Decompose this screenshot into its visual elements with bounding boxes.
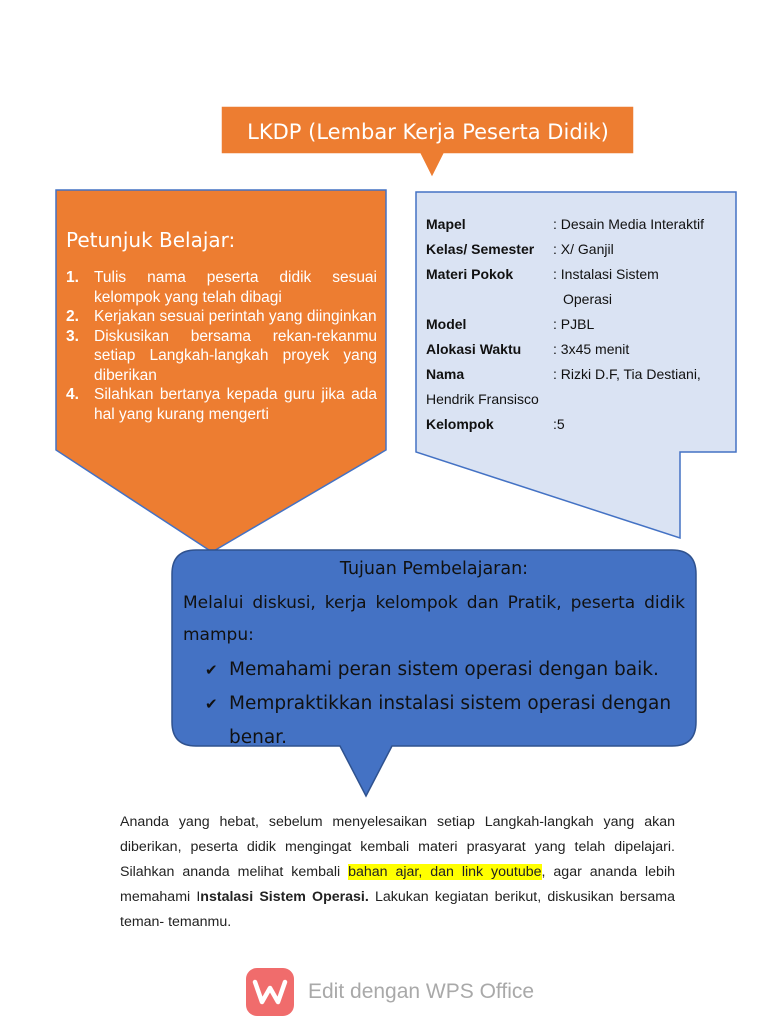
- checkmark-icon: ✔: [205, 661, 218, 679]
- materi-label: Materi Pokok: [426, 266, 514, 282]
- instructions-heading: Petunjuk Belajar:: [66, 228, 236, 252]
- instruction-text: Kerjakan sesuai perintah yang diinginkan: [94, 308, 377, 325]
- info-row-nama: [426, 362, 736, 387]
- wps-watermark-text: Edit dengan WPS Office: [308, 980, 535, 1003]
- info-row-kelompok: [426, 412, 736, 437]
- page-title: LKDP (Lembar Kerja Peserta Didik): [247, 120, 609, 144]
- info-row-kelas: [426, 237, 736, 262]
- info-row-model: [426, 312, 736, 337]
- wps-logo-icon: [246, 968, 294, 1016]
- checkmark-icon: ✔: [205, 695, 218, 713]
- objective-text: Memahami peran sistem operasi dengan baik.: [229, 659, 659, 680]
- kelas-value: : X/ Ganjil: [553, 241, 614, 257]
- objective-item: [183, 687, 685, 755]
- info-row-mapel: [426, 212, 736, 237]
- objectives-panel: [183, 557, 685, 755]
- kelas-label: Kelas/ Semester: [426, 241, 535, 257]
- objective-text: Mempraktikkan instalasi sistem operasi dengan benar.: [229, 693, 672, 748]
- instruction-item: 3. Diskusikan bersama rekan-rekanmu setiap Langkah-langkah proyek yang diberikan: [66, 327, 377, 384]
- kelompok-value: :5: [553, 416, 565, 432]
- nama-label: Nama: [426, 366, 465, 382]
- instruction-item: 4. Silahkan bertanya kepada guru jika ada hal yang kurang mengerti: [66, 386, 377, 423]
- mapel-label: Mapel: [426, 216, 466, 232]
- objectives-list: [183, 653, 685, 755]
- materi-value: : Instalasi Sistem: [553, 266, 659, 282]
- info-row-materi: [426, 262, 736, 287]
- bold-topic: nstalasi Sistem Operasi.: [200, 889, 369, 905]
- instructions-panel: [66, 228, 377, 424]
- info-row-materi-cont: [426, 287, 736, 312]
- alokasi-value: : 3x45 menit: [553, 341, 630, 357]
- instruction-text: Silahkan bertanya kepada guru jika ada hal yang kurang mengerti: [94, 386, 377, 423]
- objective-item: [183, 653, 685, 687]
- model-value: : PJBL: [553, 316, 595, 332]
- intro-paragraph: Ananda yang hebat, sebelum menyelesaikan setiap Langkah-langkah yang akan diberikan, peserta didik mengingat kembali materi prasyarat yang telah dipelajari. Silahkan ananda melihat kembali bahan ajar, dan link youtube, agar ananda lebih memahami Instalasi Sistem Operasi. Lakukan kegiatan berikut, diskusikan bersama teman- temanmu.: [120, 814, 675, 930]
- model-label: Model: [426, 316, 467, 332]
- mapel-value: : Desain Media Interaktif: [553, 216, 704, 232]
- kelompok-label: Kelompok: [426, 416, 494, 432]
- instruction-item: 2. Kerjakan sesuai perintah yang diinginkan: [66, 308, 377, 325]
- alokasi-label: Alokasi Waktu: [426, 341, 522, 357]
- wps-watermark[interactable]: [246, 968, 546, 1016]
- instructions-list: [66, 268, 377, 424]
- nama-value: : Rizki D.F, Tia Destiani,: [553, 366, 701, 382]
- info-row-nama-cont: [426, 387, 736, 412]
- highlighted-text: bahan ajar, dan link youtube: [348, 864, 542, 880]
- instruction-text: Tulis nama peserta didik sesuai kelompok yang telah dibagi: [94, 269, 377, 306]
- info-row-alokasi: [426, 337, 736, 362]
- objectives-intro: Melalui diskusi, kerja kelompok dan Pratik, peserta didik mampu:: [183, 593, 685, 645]
- instruction-text: Diskusikan bersama rekan-rekanmu setiap Langkah-langkah proyek yang diberikan: [94, 327, 377, 384]
- instruction-item: 1. Tulis nama peserta didik sesuai kelompok yang telah dibagi: [66, 269, 377, 306]
- objectives-heading: Tujuan Pembelajaran:: [339, 559, 529, 579]
- materi-value-cont: Operasi: [563, 291, 613, 307]
- nama-value-cont: Hendrik Fransisco: [426, 391, 539, 407]
- lesson-info-panel: [426, 212, 736, 437]
